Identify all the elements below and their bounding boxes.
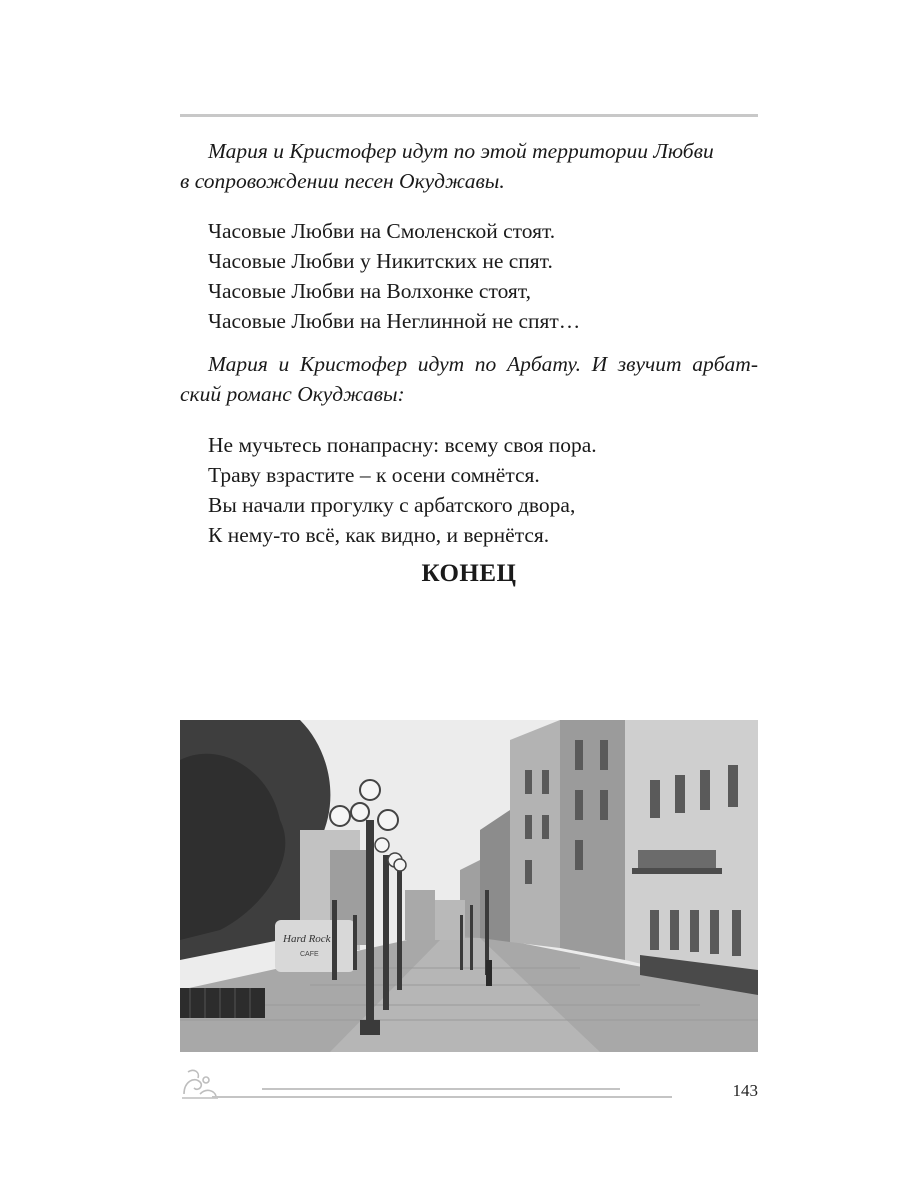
header-rule [180,114,758,117]
stage-line: Мария и Кристофер идут по Арбату. И звучит арбат- [208,352,758,376]
stage-line: в сопровождении песен Окуджавы. [180,169,505,193]
verse-line: К нему-то всё, как видно, и вернётся. [208,523,550,547]
page-number: 143 [732,1081,758,1100]
verse-line: Часовые Любви на Смоленской стоят. [208,219,556,243]
footer-rule [212,1096,672,1098]
verse-line: Часовые Любви на Неглинной не спят… [208,309,581,333]
verse-stanza-1 [208,216,758,336]
verse-line: Траву взрастите – к осени сомнётся. [208,463,540,487]
arbat-street-photo [180,720,758,1052]
stage-line: Мария и Кристофер идут по этой территории Любви [208,139,714,163]
verse-line: Вы начали прогулку с арбатского двора, [208,493,576,517]
photo-sign-text: Hard Rock [283,933,331,945]
ornament-icon [180,1064,220,1100]
verse-line: Часовые Любви на Волхонке стоят, [208,279,531,303]
stage-direction-2 [180,349,758,409]
verse-line: Не мучьтесь понапрасну: всему своя пора. [208,433,597,457]
stage-direction-1 [180,136,758,196]
verse-stanza-2 [208,430,758,550]
photo-sign-subtext: CAFE [300,951,319,958]
verse-line: Часовые Любви у Никитских не спят. [208,249,553,273]
footer-rule [262,1088,620,1090]
end-title: КОНЕЦ [421,560,517,587]
stage-line: ский романс Окуджавы: [180,382,405,406]
